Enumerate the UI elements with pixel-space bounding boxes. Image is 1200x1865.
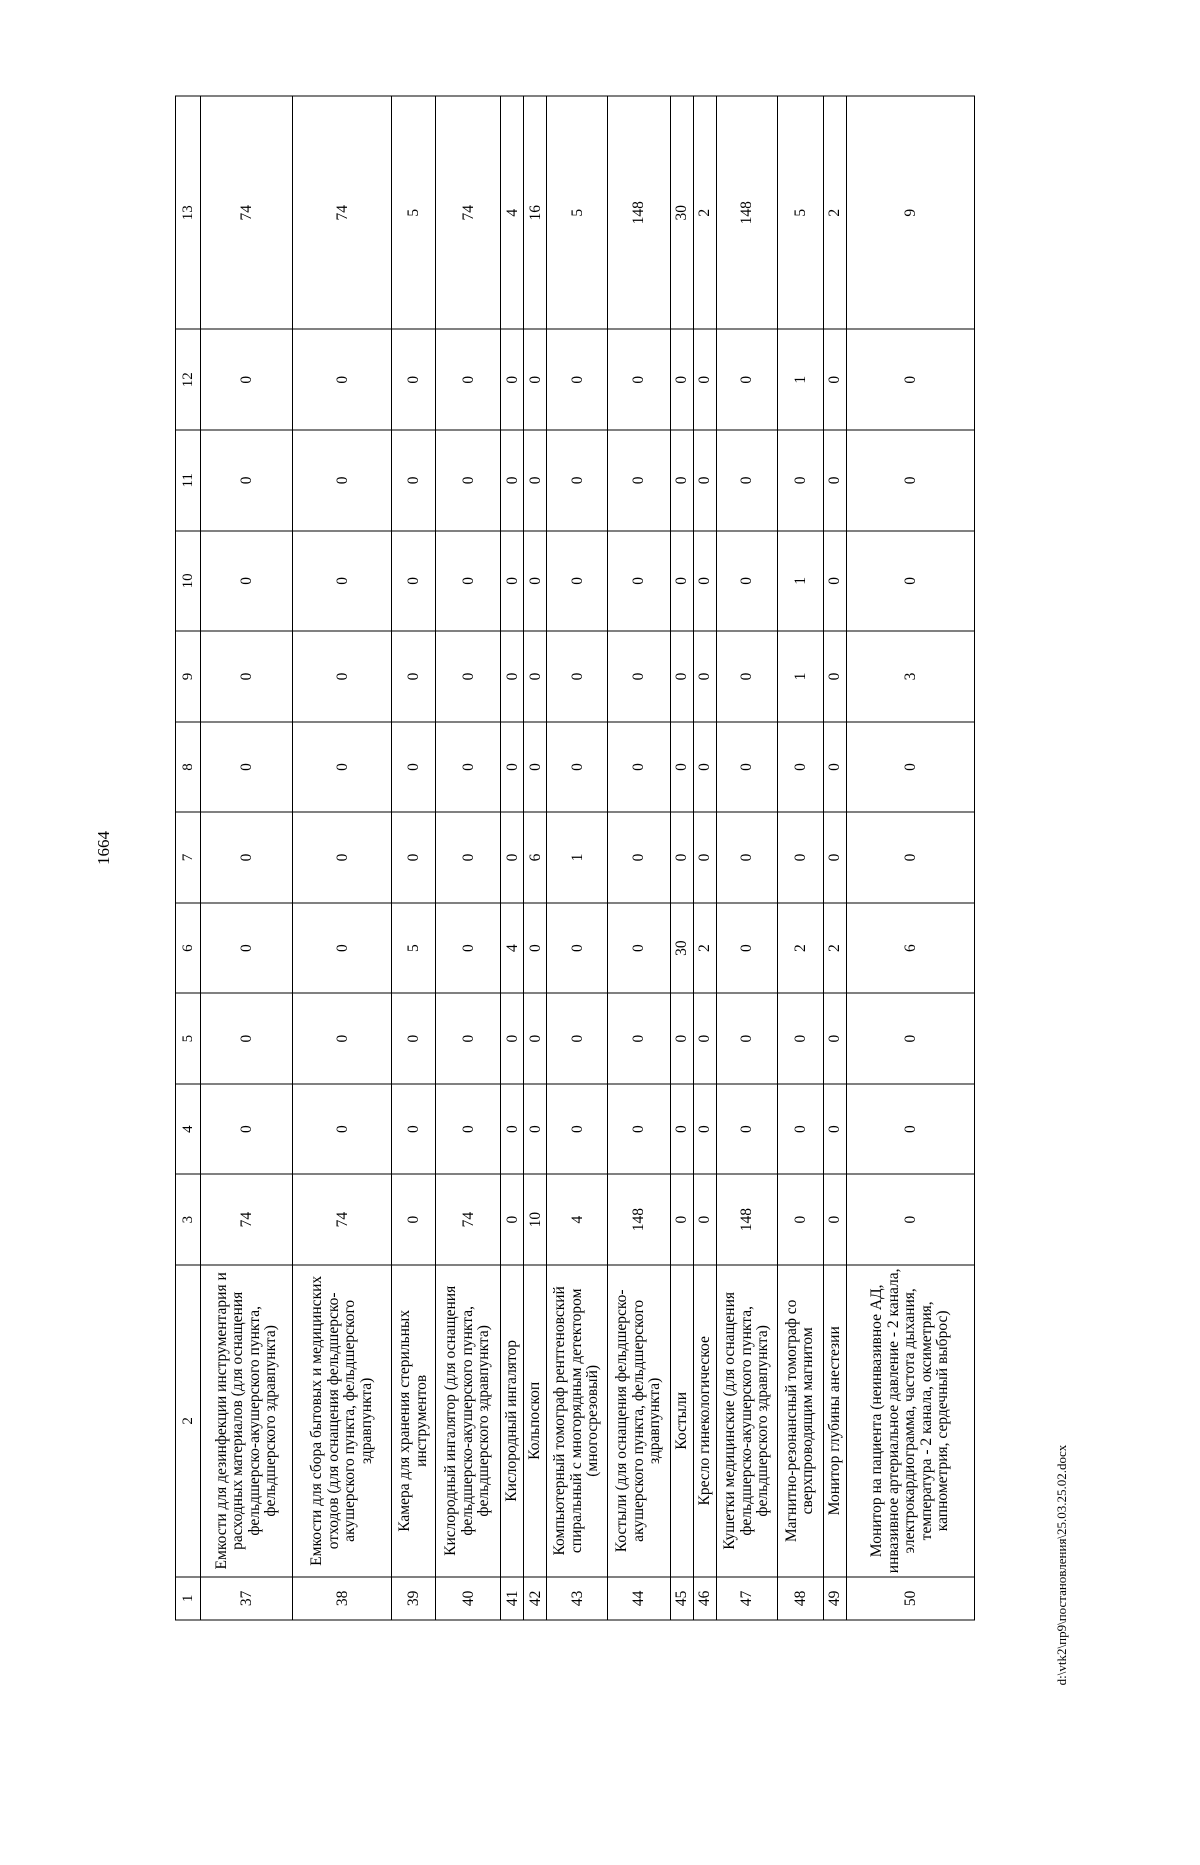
table-cell: 0: [293, 812, 392, 903]
table-cell: 0: [607, 329, 670, 430]
table-cell: 74: [436, 96, 501, 329]
table-cell: 0: [391, 631, 435, 722]
table-cell: 0: [716, 903, 777, 994]
table-row: [823, 96, 846, 1620]
table-cell: 0: [391, 329, 435, 430]
table-cell: 0: [670, 1174, 693, 1265]
table-cell: 45: [670, 1577, 693, 1620]
table-cell: 0: [846, 1174, 974, 1265]
equipment-table: [175, 96, 975, 1621]
table-row: [293, 96, 392, 1620]
table-cell: 30: [670, 96, 693, 329]
table-cell: 148: [716, 96, 777, 329]
table-cell: 1: [176, 1577, 201, 1620]
table-cell: 2: [823, 903, 846, 994]
table-cell: 0: [524, 903, 547, 994]
table-cell: 7: [176, 812, 201, 903]
table-cell: 5: [547, 96, 608, 329]
table-cell: 0: [716, 722, 777, 813]
table-cell: 0: [391, 812, 435, 903]
table-row: [436, 96, 501, 1620]
table-cell: 48: [777, 1577, 823, 1620]
table-cell: 0: [607, 722, 670, 813]
table-cell: 13: [176, 96, 201, 329]
table-cell: 0: [670, 993, 693, 1084]
table-cell: 0: [670, 812, 693, 903]
page-number: 1664: [94, 831, 113, 865]
table-cell: 50: [846, 1577, 974, 1620]
table-cell: 5: [176, 993, 201, 1084]
table-cell: 0: [547, 903, 608, 994]
table-cell: 0: [823, 631, 846, 722]
equipment-name-cell: Емкости для дезинфекции инструментария и расходных материалов (для оснащения фельдшерско-акушерского пункта, фельдшерского здравпункта): [201, 1265, 293, 1577]
equipment-table-container: [175, 96, 975, 1621]
table-cell: 0: [436, 993, 501, 1084]
table-cell: 0: [777, 993, 823, 1084]
equipment-name-cell: Магнитно-резонансный томограф со сверхпроводящим магнитом: [777, 1265, 823, 1577]
table-cell: 0: [201, 430, 293, 531]
table-cell: 0: [716, 430, 777, 531]
table-cell: 0: [501, 993, 524, 1084]
table-cell: 0: [846, 722, 974, 813]
table-cell: 0: [716, 1084, 777, 1175]
table-cell: 38: [293, 1577, 392, 1620]
table-cell: 0: [391, 993, 435, 1084]
table-cell: 0: [436, 531, 501, 632]
table-cell: 39: [391, 1577, 435, 1620]
table-cell: 0: [716, 812, 777, 903]
table-cell: 49: [823, 1577, 846, 1620]
table-cell: 0: [547, 722, 608, 813]
table-row: [846, 96, 974, 1620]
table-cell: 0: [501, 812, 524, 903]
table-cell: 0: [823, 430, 846, 531]
table-cell: 0: [436, 812, 501, 903]
table-cell: 44: [607, 1577, 670, 1620]
equipment-name-cell: Кресло гинекологическое: [693, 1265, 716, 1577]
table-cell: 0: [716, 631, 777, 722]
table-cell: 0: [547, 1084, 608, 1175]
table-cell: 0: [547, 531, 608, 632]
table-cell: 0: [201, 1084, 293, 1175]
table-cell: 0: [670, 1084, 693, 1175]
table-cell: 9: [176, 631, 201, 722]
table-cell: 0: [391, 722, 435, 813]
table-cell: 0: [846, 812, 974, 903]
table-cell: 0: [436, 722, 501, 813]
equipment-name-cell: Монитор глубины анестезии: [823, 1265, 846, 1577]
table-cell: 0: [436, 430, 501, 531]
table-cell: 0: [391, 1174, 435, 1265]
table-cell: 1: [547, 812, 608, 903]
table-cell: 41: [501, 1577, 524, 1620]
table-cell: 0: [501, 430, 524, 531]
table-row: [607, 96, 670, 1620]
table-cell: 0: [693, 430, 716, 531]
table-cell: 47: [716, 1577, 777, 1620]
equipment-name-cell: Костыли: [670, 1265, 693, 1577]
equipment-name-cell: Кольпоскоп: [524, 1265, 547, 1577]
table-cell: 0: [693, 1084, 716, 1175]
table-row: [670, 96, 693, 1620]
table-cell: 0: [670, 329, 693, 430]
table-cell: 74: [201, 96, 293, 329]
table-cell: 0: [716, 531, 777, 632]
table-cell: 0: [436, 903, 501, 994]
table-cell: 0: [201, 903, 293, 994]
table-cell: 5: [391, 903, 435, 994]
equipment-name-cell: Кушетки медицинские (для оснащения фельдшерско-акушерского пункта, фельдшерского здравпункта): [716, 1265, 777, 1577]
table-cell: 0: [436, 1084, 501, 1175]
table-cell: 5: [777, 96, 823, 329]
table-cell: 0: [547, 430, 608, 531]
table-cell: 4: [501, 96, 524, 329]
table-cell: 0: [201, 631, 293, 722]
table-cell: 10: [176, 531, 201, 632]
table-cell: 0: [501, 1084, 524, 1175]
table-cell: 0: [547, 631, 608, 722]
table-cell: 4: [547, 1174, 608, 1265]
table-cell: 148: [607, 1174, 670, 1265]
table-cell: 0: [670, 531, 693, 632]
table-cell: 0: [607, 1084, 670, 1175]
table-cell: 0: [524, 1084, 547, 1175]
equipment-name-cell: Компьютерный томограф рентгеновский спиральный с многорядным детектором (многосрезовый): [547, 1265, 608, 1577]
table-row: [201, 96, 293, 1620]
table-cell: 0: [670, 631, 693, 722]
table-cell: 0: [293, 329, 392, 430]
table-cell: 8: [176, 722, 201, 813]
table-cell: 148: [607, 96, 670, 329]
table-cell: 0: [693, 631, 716, 722]
table-cell: 9: [846, 96, 974, 329]
table-row: [547, 96, 608, 1620]
table-cell: 0: [777, 812, 823, 903]
table-cell: 0: [777, 430, 823, 531]
table-cell: 74: [201, 1174, 293, 1265]
table-cell: 0: [693, 722, 716, 813]
table-cell: 74: [293, 96, 392, 329]
table-cell: 0: [524, 631, 547, 722]
table-cell: 148: [716, 1174, 777, 1265]
table-cell: 4: [501, 903, 524, 994]
table-cell: 0: [670, 430, 693, 531]
equipment-name-cell: Кислородный ингалятор: [501, 1265, 524, 1577]
table-cell: 46: [693, 1577, 716, 1620]
table-header-row: [176, 96, 201, 1620]
table-cell: 0: [293, 722, 392, 813]
table-row: [716, 96, 777, 1620]
table-cell: 0: [716, 329, 777, 430]
table-cell: 0: [777, 722, 823, 813]
table-cell: 6: [176, 903, 201, 994]
table-cell: 0: [391, 430, 435, 531]
table-cell: 3: [846, 631, 974, 722]
equipment-name-cell: Емкости для сбора бытовых и медицинских отходов (для оснащения фельдшерско-акушерского пункта, фельдшерского здравпункта): [293, 1265, 392, 1577]
table-cell: 2: [693, 903, 716, 994]
table-cell: 0: [524, 993, 547, 1084]
table-cell: 0: [436, 329, 501, 430]
equipment-name-cell: Монитор на пациента (неинвазивное АД, инвазивное артериальное давление - 2 канала, электрокардиограмма, частота дыхания, температура - 2 канала, оксиметрия, капнометрия, сердечный выброс): [846, 1265, 974, 1577]
table-cell: 1: [777, 631, 823, 722]
table-cell: 0: [501, 722, 524, 813]
table-cell: 0: [823, 329, 846, 430]
table-cell: 0: [524, 722, 547, 813]
table-cell: 0: [823, 722, 846, 813]
table-cell: 0: [823, 1174, 846, 1265]
table-cell: 0: [846, 329, 974, 430]
table-cell: 0: [524, 329, 547, 430]
equipment-name-cell: Кислородный ингалятор (для оснащения фельдшерско-акушерского пункта, фельдшерского здравпункта): [436, 1265, 501, 1577]
table-row: [524, 96, 547, 1620]
file-path: d:\vtk2\пр9\постановления\25.03.25.02.docx: [1054, 1444, 1069, 1686]
table-cell: 6: [846, 903, 974, 994]
table-cell: 0: [693, 329, 716, 430]
table-cell: 0: [846, 1084, 974, 1175]
table-cell: 0: [293, 993, 392, 1084]
table-cell: 2: [777, 903, 823, 994]
equipment-name-cell: Камера для хранения стерильных инструментов: [391, 1265, 435, 1577]
table-cell: 0: [501, 531, 524, 632]
table-cell: 0: [693, 993, 716, 1084]
table-row: [391, 96, 435, 1620]
table-cell: 0: [693, 531, 716, 632]
table-cell: 40: [436, 1577, 501, 1620]
table-cell: 0: [201, 531, 293, 632]
table-cell: 0: [777, 1174, 823, 1265]
table-cell: 0: [547, 329, 608, 430]
table-cell: 0: [693, 1174, 716, 1265]
table-cell: 0: [823, 531, 846, 632]
table-cell: 0: [293, 531, 392, 632]
table-cell: 0: [607, 812, 670, 903]
table-cell: 37: [201, 1577, 293, 1620]
table-cell: 0: [716, 993, 777, 1084]
table-cell: 43: [547, 1577, 608, 1620]
table-cell: 0: [201, 329, 293, 430]
table-cell: 1: [777, 329, 823, 430]
table-cell: 0: [823, 1084, 846, 1175]
table-cell: 0: [607, 631, 670, 722]
table-cell: 16: [524, 96, 547, 329]
table-cell: 0: [201, 722, 293, 813]
table-cell: 2: [693, 96, 716, 329]
table-cell: 0: [501, 631, 524, 722]
table-row: [777, 96, 823, 1620]
table-cell: 30: [670, 903, 693, 994]
table-cell: 42: [524, 1577, 547, 1620]
table-cell: 0: [670, 722, 693, 813]
table-cell: 2: [823, 96, 846, 329]
table-cell: 4: [176, 1084, 201, 1175]
table-cell: 0: [436, 631, 501, 722]
table-cell: 0: [846, 430, 974, 531]
table-cell: 6: [524, 812, 547, 903]
table-cell: 0: [293, 430, 392, 531]
table-cell: 0: [391, 1084, 435, 1175]
table-body: [176, 96, 975, 1620]
table-cell: 3: [176, 1174, 201, 1265]
equipment-name-cell: 2: [176, 1265, 201, 1577]
table-row: [693, 96, 716, 1620]
table-cell: 0: [524, 430, 547, 531]
table-cell: 0: [293, 903, 392, 994]
table-cell: 0: [607, 430, 670, 531]
table-row: [501, 96, 524, 1620]
table-cell: 74: [293, 1174, 392, 1265]
table-cell: 12: [176, 329, 201, 430]
table-cell: 0: [777, 1084, 823, 1175]
table-cell: 0: [607, 903, 670, 994]
table-cell: 0: [293, 631, 392, 722]
table-cell: 0: [547, 993, 608, 1084]
table-cell: 1: [777, 531, 823, 632]
table-cell: 0: [293, 1084, 392, 1175]
equipment-name-cell: Костыли (для оснащения фельдшерско-акушерского пункта, фельдшерского здравпункта): [607, 1265, 670, 1577]
table-cell: 0: [501, 329, 524, 430]
table-cell: 11: [176, 430, 201, 531]
table-cell: 10: [524, 1174, 547, 1265]
table-cell: 0: [846, 993, 974, 1084]
table-cell: 0: [607, 531, 670, 632]
table-cell: 0: [693, 812, 716, 903]
table-cell: 0: [501, 1174, 524, 1265]
table-cell: 0: [846, 531, 974, 632]
table-cell: 0: [201, 812, 293, 903]
table-cell: 0: [823, 993, 846, 1084]
table-cell: 74: [436, 1174, 501, 1265]
table-cell: 5: [391, 96, 435, 329]
table-cell: 0: [201, 993, 293, 1084]
table-cell: 0: [391, 531, 435, 632]
table-cell: 0: [524, 531, 547, 632]
table-cell: 0: [607, 993, 670, 1084]
table-cell: 0: [823, 812, 846, 903]
